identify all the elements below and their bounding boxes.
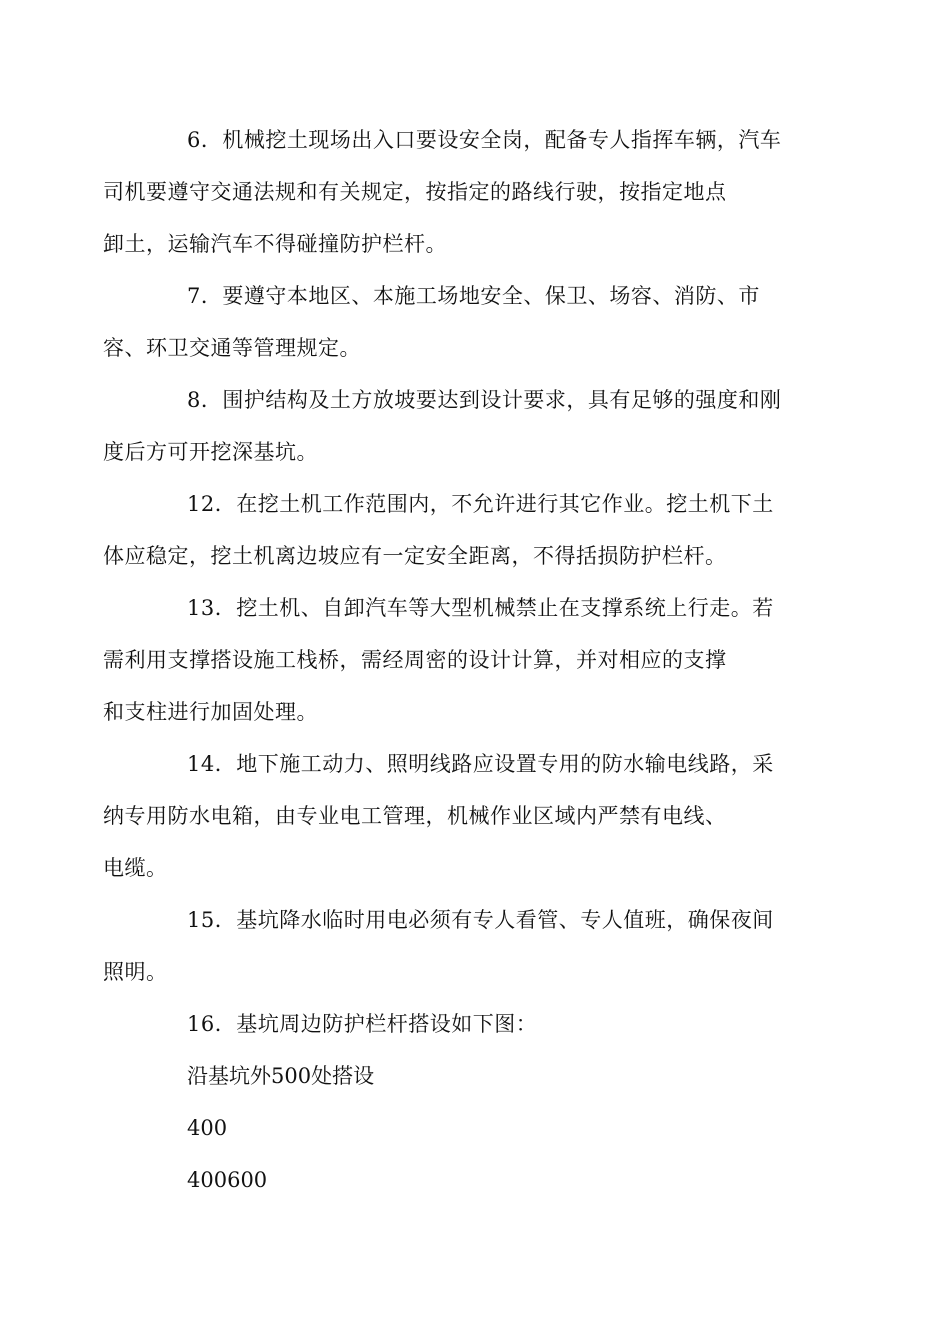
text-line: 司机要遵守交通法规和有关规定，按指定的路线行驶，按指定地点 (103, 180, 727, 204)
text-line: 14．地下施工动力、照明线路应设置专用的防水输电线路，采 (187, 752, 774, 776)
paragraph-item-7 (103, 270, 805, 374)
paragraph-item-14 (103, 738, 805, 894)
text-line: 和支柱进行加固处理。 (103, 700, 318, 724)
text-line: 8．围护结构及土方放坡要达到设计要求，具有足够的强度和刚 (187, 388, 782, 412)
text-line: 照明。 (103, 960, 168, 984)
text-line: 容、环卫交通等管理规定。 (103, 336, 361, 360)
text-line: 电缆。 (103, 856, 168, 880)
paragraph-item-15 (103, 894, 805, 998)
figure-label-dimension: 400 (187, 1116, 228, 1140)
paragraph-item-13 (103, 582, 805, 738)
paragraph-item-8 (103, 374, 805, 478)
figure-label-dimension: 400600 (187, 1168, 268, 1192)
figure-label-railing-position: 沿基坑外500处搭设 (187, 1064, 375, 1088)
paragraph-item-16 (145, 998, 805, 1050)
text-line: 16．基坑周边防护栏杆搭设如下图： (187, 1012, 538, 1036)
paragraph-item-6 (103, 114, 805, 270)
text-line: 7．要遵守本地区、本施工场地安全、保卫、场容、消防、市 (187, 284, 760, 308)
text-line: 13．挖土机、自卸汽车等大型机械禁止在支撑系统上行走。若 (187, 596, 774, 620)
text-line: 12．在挖土机工作范围内，不允许进行其它作业。挖土机下土 (187, 492, 774, 516)
text-line: 需利用支撑搭设施工栈桥，需经周密的设计计算，并对相应的支撑 (103, 648, 727, 672)
text-line: 纳专用防水电箱，由专业电工管理，机械作业区域内严禁有电线、 (103, 804, 727, 828)
text-line: 体应稳定，挖土机离边坡应有一定安全距离，不得括损防护栏杆。 (103, 544, 727, 568)
document-body (103, 114, 805, 1206)
text-line: 15．基坑降水临时用电必须有专人看管、专人值班，确保夜间 (187, 908, 774, 932)
paragraph-item-12 (103, 478, 805, 582)
text-line: 度后方可开挖深基坑。 (103, 440, 318, 464)
text-line: 卸土，运输汽车不得碰撞防护栏杆。 (103, 232, 447, 256)
text-line: 6．机械挖土现场出入口要设安全岗，配备专人指挥车辆，汽车 (187, 128, 782, 152)
